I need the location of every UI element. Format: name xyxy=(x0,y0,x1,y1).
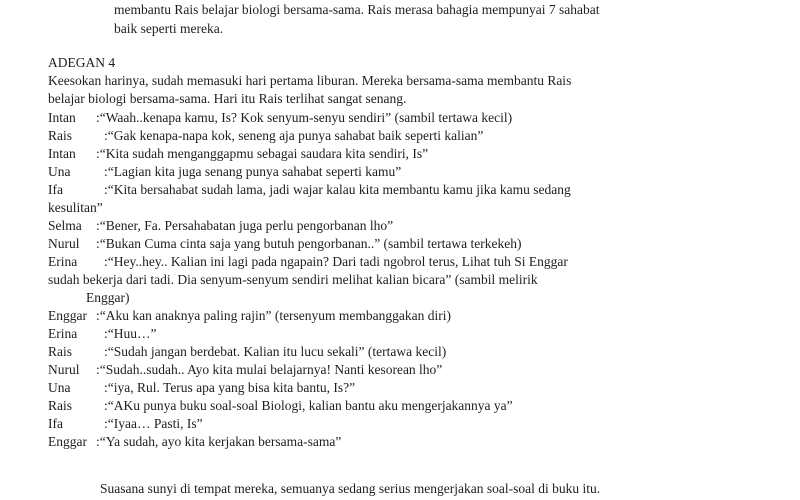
speaker-name: Selma xyxy=(48,218,82,233)
dialogue-line xyxy=(48,217,788,235)
speaker-separator: : xyxy=(104,416,108,431)
speech-text: “Sudah..sudah.. Ayo kita mulai belajarnya! Nanti kesorean lho” xyxy=(99,362,443,377)
dialogue-block xyxy=(48,109,788,451)
dialogue-line xyxy=(48,235,788,253)
dialogue-line xyxy=(48,109,788,127)
speaker-name: Nurul xyxy=(48,236,80,251)
speech-text: “iya, Rul. Terus apa yang bisa kita bantu, Is?” xyxy=(107,380,356,395)
speech-text: “Ya sudah, ayo kita kerjakan bersama-sama” xyxy=(99,434,342,449)
speaker-name: Rais xyxy=(48,344,73,359)
speaker-name: Erina xyxy=(48,326,78,341)
narration-line: Keesokan harinya, sudah memasuki hari pertama liburan. Mereka bersama-sama membantu Rais xyxy=(48,73,572,88)
speaker-name: Rais xyxy=(48,128,73,143)
speaker-name: Una xyxy=(48,380,71,395)
speaker-separator: : xyxy=(96,236,100,251)
dialogue-line xyxy=(48,307,788,325)
speaker-separator: : xyxy=(96,434,100,449)
speech-text: “Kita sudah menganggapmu sebagai saudara kita sendiri, Is” xyxy=(99,146,429,161)
speaker-separator: : xyxy=(104,398,108,413)
intro-paragraph xyxy=(114,0,774,38)
speech-text: “AKu punya buku soal-soal Biologi, kalian bantu aku mengerjakannya ya” xyxy=(107,398,513,413)
speech-text: “Waah..kenapa kamu, Is? Kok senyum-senyu sendiri” (sambil tertawa kecil) xyxy=(99,110,513,125)
speaker-name: Ifa xyxy=(48,182,63,197)
dialogue-line xyxy=(48,397,788,415)
speech-text: “Kita bersahabat sudah lama, jadi wajar kalau kita membantu kamu jika kamu sedang xyxy=(107,182,571,197)
speaker-name: Enggar xyxy=(48,434,87,449)
speech-continuation: sudah bekerja dari tadi. Dia senyum-senyum sendiri melihat kalian bicara” (sambil melirik xyxy=(48,272,538,287)
speaker-separator: : xyxy=(96,110,100,125)
closing-narration: Suasana sunyi di tempat mereka, semuanya sedang serius mengerjakan soal-soal di buku itu. xyxy=(100,481,601,496)
speaker-separator: : xyxy=(96,146,100,161)
speaker-separator: : xyxy=(104,128,108,143)
speech-text: “Sudah jangan berdebat. Kalian itu lucu sekali” (tertawa kecil) xyxy=(107,344,447,359)
narration-paragraph xyxy=(48,72,768,108)
speaker-separator: : xyxy=(96,362,100,377)
dialogue-line xyxy=(48,127,788,145)
intro-line: membantu Rais belajar biologi bersama-sama. Rais merasa bahagia mempunyai 7 sahabat xyxy=(114,2,600,17)
speaker-separator: : xyxy=(96,308,100,323)
dialogue-line xyxy=(48,181,788,199)
speech-text: “Iyaa… Pasti, Is” xyxy=(107,416,203,431)
speaker-separator: : xyxy=(104,254,108,269)
dialogue-line xyxy=(48,361,788,379)
speaker-name: Erina xyxy=(48,254,78,269)
speaker-separator: : xyxy=(104,182,108,197)
speaker-name: Una xyxy=(48,164,71,179)
speaker-name: Nurul xyxy=(48,362,80,377)
dialogue-line xyxy=(48,433,788,451)
speech-continuation: kesulitan” xyxy=(48,200,103,215)
dialogue-line xyxy=(48,163,788,181)
intro-line: baik seperti mereka. xyxy=(114,21,224,36)
dialogue-line xyxy=(48,415,788,433)
speaker-name: Enggar xyxy=(48,308,87,323)
narration-line: belajar biologi bersama-sama. Hari itu Rais terlihat sangat senang. xyxy=(48,91,407,106)
speaker-separator: : xyxy=(104,326,108,341)
speech-text: “Hey..hey.. Kalian ini lagi pada ngapain? Dari tadi ngobrol terus, Lihat tuh Si Enggar xyxy=(107,254,568,269)
speaker-name: Intan xyxy=(48,110,76,125)
speech-continuation: Enggar) xyxy=(86,290,130,305)
dialogue-line xyxy=(48,253,788,271)
speech-text: “Gak kenapa-napa kok, seneng aja punya sahabat baik seperti kalian” xyxy=(107,128,484,143)
speaker-name: Intan xyxy=(48,146,76,161)
speaker-separator: : xyxy=(104,380,108,395)
speech-text: “Huu…” xyxy=(107,326,157,341)
dialogue-line xyxy=(48,325,788,343)
dialogue-line xyxy=(48,379,788,397)
speech-text: “Bener, Fa. Persahabatan juga perlu pengorbanan lho” xyxy=(99,218,394,233)
scene-heading: ADEGAN 4 xyxy=(48,55,116,70)
dialogue-line xyxy=(48,343,788,361)
speaker-separator: : xyxy=(96,218,100,233)
speech-text: “Lagian kita juga senang punya sahabat seperti kamu” xyxy=(107,164,402,179)
speaker-separator: : xyxy=(104,164,108,179)
speech-text: “Bukan Cuma cinta saja yang butuh pengorbanan..” (sambil tertawa terkekeh) xyxy=(99,236,522,251)
speaker-name: Rais xyxy=(48,398,73,413)
speech-text: “Aku kan anaknya paling rajin” (tersenyum membanggakan diri) xyxy=(99,308,452,323)
dialogue-line xyxy=(48,145,788,163)
speaker-separator: : xyxy=(104,344,108,359)
speaker-name: Ifa xyxy=(48,416,63,431)
